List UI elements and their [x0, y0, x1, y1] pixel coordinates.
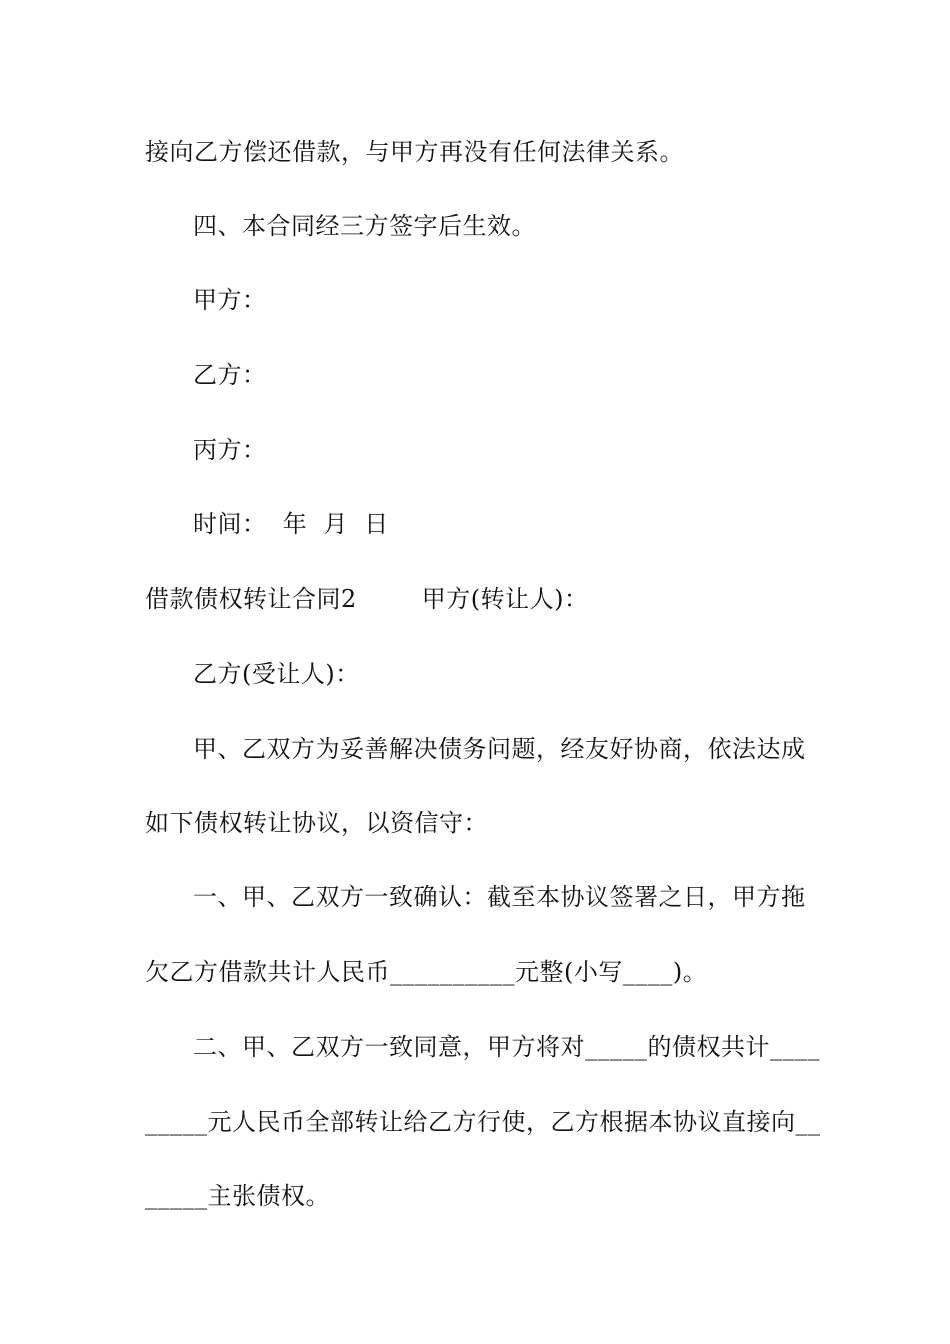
- clause-four: 四、本合同经三方签字后生效。: [193, 212, 536, 240]
- clause-two-line-1: 二、甲、乙双方一致同意，甲方将对_____的债权共计____: [193, 1033, 820, 1061]
- party-a-signature-label: 甲方：: [193, 286, 267, 314]
- clause-two-line-3: _____主张债权。: [145, 1182, 330, 1210]
- clause-two-line-2: _____元人民币全部转让给乙方行使，乙方根据本协议直接向__: [145, 1108, 821, 1136]
- clause-one-line-2: 欠乙方借款共计人民币__________元整(小写____)。: [145, 958, 708, 986]
- party-c-signature-label: 丙方：: [193, 436, 267, 464]
- paragraph-line: 接向乙方偿还借款，与甲方再没有任何法律关系。: [145, 138, 684, 166]
- contract-title-line: 借款债权转让合同2 甲方(转让人)：: [145, 585, 589, 613]
- assignee-line: 乙方(受让人)：: [193, 660, 360, 688]
- clause-one-line-1: 一、甲、乙双方一致确认：截至本协议签署之日，甲方拖: [193, 883, 806, 911]
- preamble-line-1: 甲、乙双方为妥善解决债务问题，经友好协商，依法达成: [193, 735, 806, 763]
- preamble-line-2: 如下债权转让协议，以资信守：: [145, 809, 488, 837]
- date-line: 时间： 年 月 日: [193, 510, 389, 538]
- party-b-signature-label: 乙方：: [193, 361, 267, 389]
